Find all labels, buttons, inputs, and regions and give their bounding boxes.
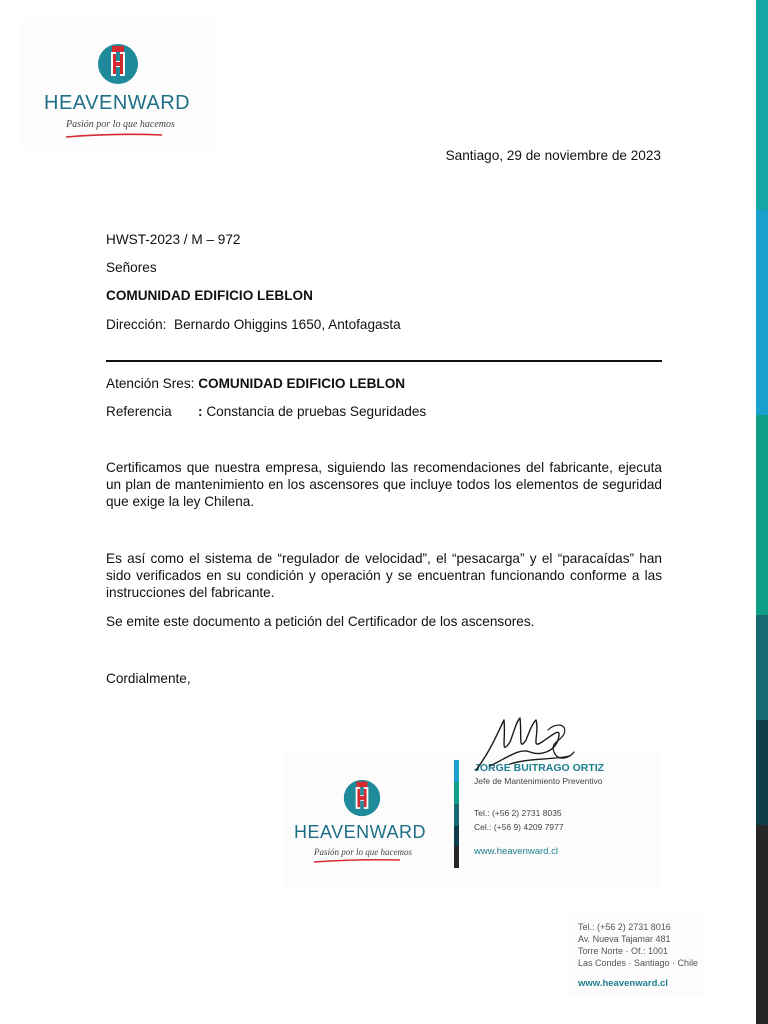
footer-contact bbox=[568, 912, 704, 998]
salutation: Señores bbox=[106, 260, 157, 275]
body-paragraph-1: Certificamos que nuestra empresa, siguiendo las recomendaciones del fabricante, ejecuta un plan de mantenimiento en los ascensores que incluye todos los elementos de seguridad que exige la ley Chilena. bbox=[106, 460, 662, 509]
attention-value: COMUNIDAD EDIFICIO LEBLON bbox=[198, 376, 406, 391]
signer-phone-mobile: Cel.: (+56 9) 4209 7977 bbox=[474, 822, 564, 832]
sidebar-segment-black bbox=[756, 825, 768, 1024]
card-brand-tagline: Pasión por lo que hacemos bbox=[314, 847, 412, 857]
attention-label: Atención Sres: bbox=[106, 376, 195, 391]
body-paragraph-2: Es así como el sistema de “regulador de velocidad”, el “pesacarga” y el “paracaídas” han sido verificados en su condición y operación y se encuentran funcionando conforme a las instrucciones del fabricante. bbox=[106, 551, 662, 600]
heavenward-emblem-icon bbox=[342, 778, 382, 818]
card-tagline-swoosh-icon bbox=[312, 858, 402, 864]
heavenward-emblem-icon bbox=[96, 42, 140, 86]
letter-date: Santiago, 29 de noviembre de 2023 bbox=[445, 148, 661, 163]
handwritten-signature bbox=[470, 712, 590, 782]
brand-wordmark: HEAVENWARD bbox=[44, 92, 191, 114]
reference-colon: : bbox=[198, 404, 203, 419]
signer-phone-office: Tel.: (+56 2) 2731 8035 bbox=[474, 808, 562, 818]
brand-color-sidebar bbox=[756, 0, 768, 1024]
signer-title: Jefe de Mantenimiento Preventivo bbox=[474, 776, 603, 786]
sidebar-segment-dark-teal bbox=[756, 615, 768, 720]
address-value: Bernardo Ohiggins 1650, Antofagasta bbox=[174, 317, 401, 332]
body-paragraph-3: Se emite este documento a petición del Certificador de los ascensores. bbox=[106, 614, 535, 629]
reference-code: HWST-2023 / M – 972 bbox=[106, 232, 241, 247]
sidebar-segment-teal bbox=[756, 0, 768, 210]
sidebar-segment-navy bbox=[756, 720, 768, 825]
card-brand-wordmark: HEAVENWARD bbox=[294, 822, 427, 842]
footer-address-2: Torre Norte · Of.: 1001 bbox=[578, 946, 669, 956]
card-website-link[interactable]: www.heavenward.cl bbox=[474, 846, 558, 857]
footer-address-1: Av. Nueva Tajamar 481 bbox=[578, 934, 671, 944]
letterhead-logo bbox=[20, 20, 216, 150]
attention-line bbox=[106, 375, 405, 392]
reference-line bbox=[106, 403, 426, 420]
address-line bbox=[106, 316, 401, 333]
sidebar-segment-green bbox=[756, 415, 768, 615]
card-color-bar bbox=[454, 760, 459, 868]
tagline-swoosh-icon bbox=[64, 132, 164, 140]
reference-value: Constancia de pruebas Seguridades bbox=[206, 404, 427, 419]
signer-name: JORGE BUITRAGO ORTIZ bbox=[474, 762, 605, 774]
recipient-name: COMUNIDAD EDIFICIO LEBLON bbox=[106, 288, 313, 303]
header-divider bbox=[106, 360, 662, 362]
footer-phone: Tel.: (+56 2) 2731 8016 bbox=[578, 922, 671, 932]
footer-website-link[interactable]: www.heavenward.cl bbox=[578, 978, 668, 989]
reference-label: Referencia bbox=[106, 404, 172, 419]
sidebar-segment-blue bbox=[756, 210, 768, 415]
address-label: Dirección: bbox=[106, 317, 167, 332]
closing: Cordialmente, bbox=[106, 671, 191, 686]
footer-address-3: Las Condes · Santiago · Chile bbox=[578, 958, 699, 968]
brand-tagline: Pasión por lo que hacemos bbox=[66, 119, 175, 130]
